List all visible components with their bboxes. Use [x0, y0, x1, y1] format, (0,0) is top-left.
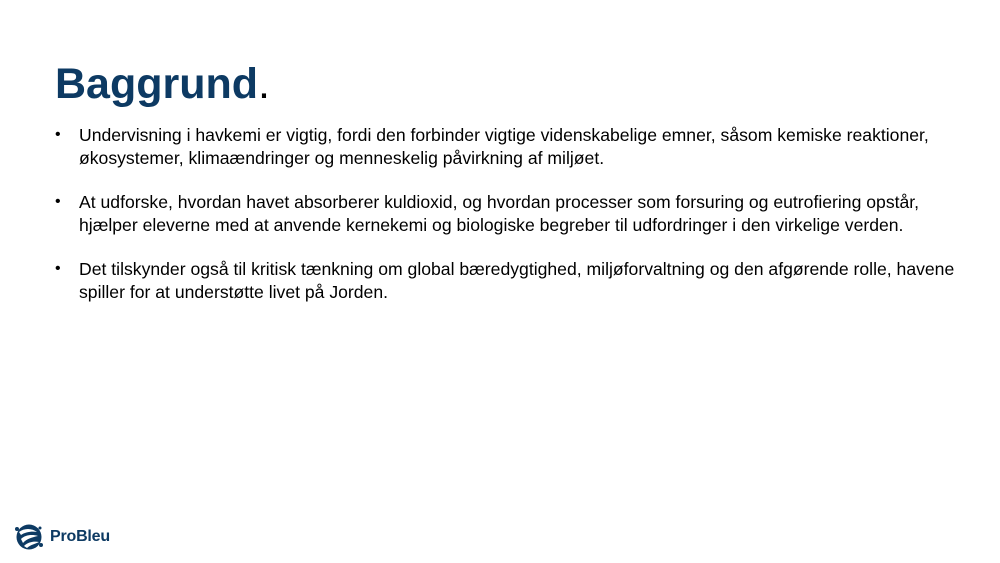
bullet-list	[55, 124, 960, 325]
logo-text: ProBleu	[50, 528, 110, 545]
bullet-item	[55, 124, 960, 169]
bullet-icon: •	[55, 126, 61, 143]
bullet-text: Undervisning i havkemi er vigtig, fordi den forbinder vigtige videnskabelige emner, såsom kemiske reaktioner, økosystemer, klimaændringer og menneskelig påvirkning af miljøet.	[79, 125, 929, 168]
bullet-text: At udforske, hvordan havet absorberer kuldioxid, og hvordan processer som forsuring og eutrofiering opstår, hjælper eleverne med at anvende kernekemi og biologiske begreber til udfordringer i den virkelige verden.	[79, 192, 920, 235]
title-period: .	[258, 60, 270, 108]
slide-title	[55, 58, 270, 110]
bullet-icon: •	[55, 193, 61, 210]
bullet-item	[55, 258, 960, 303]
bullet-item	[55, 191, 960, 236]
bullet-text: Det tilskynder også til kritisk tænkning om global bæredygtighed, miljøforvaltning og den afgørende rolle, havene spiller for at understøtte livet på Jorden.	[79, 259, 955, 302]
probleu-logo	[13, 523, 110, 551]
probleu-logo-icon	[13, 523, 45, 551]
title-text: Baggrund	[55, 60, 259, 108]
bullet-icon: •	[55, 260, 61, 277]
